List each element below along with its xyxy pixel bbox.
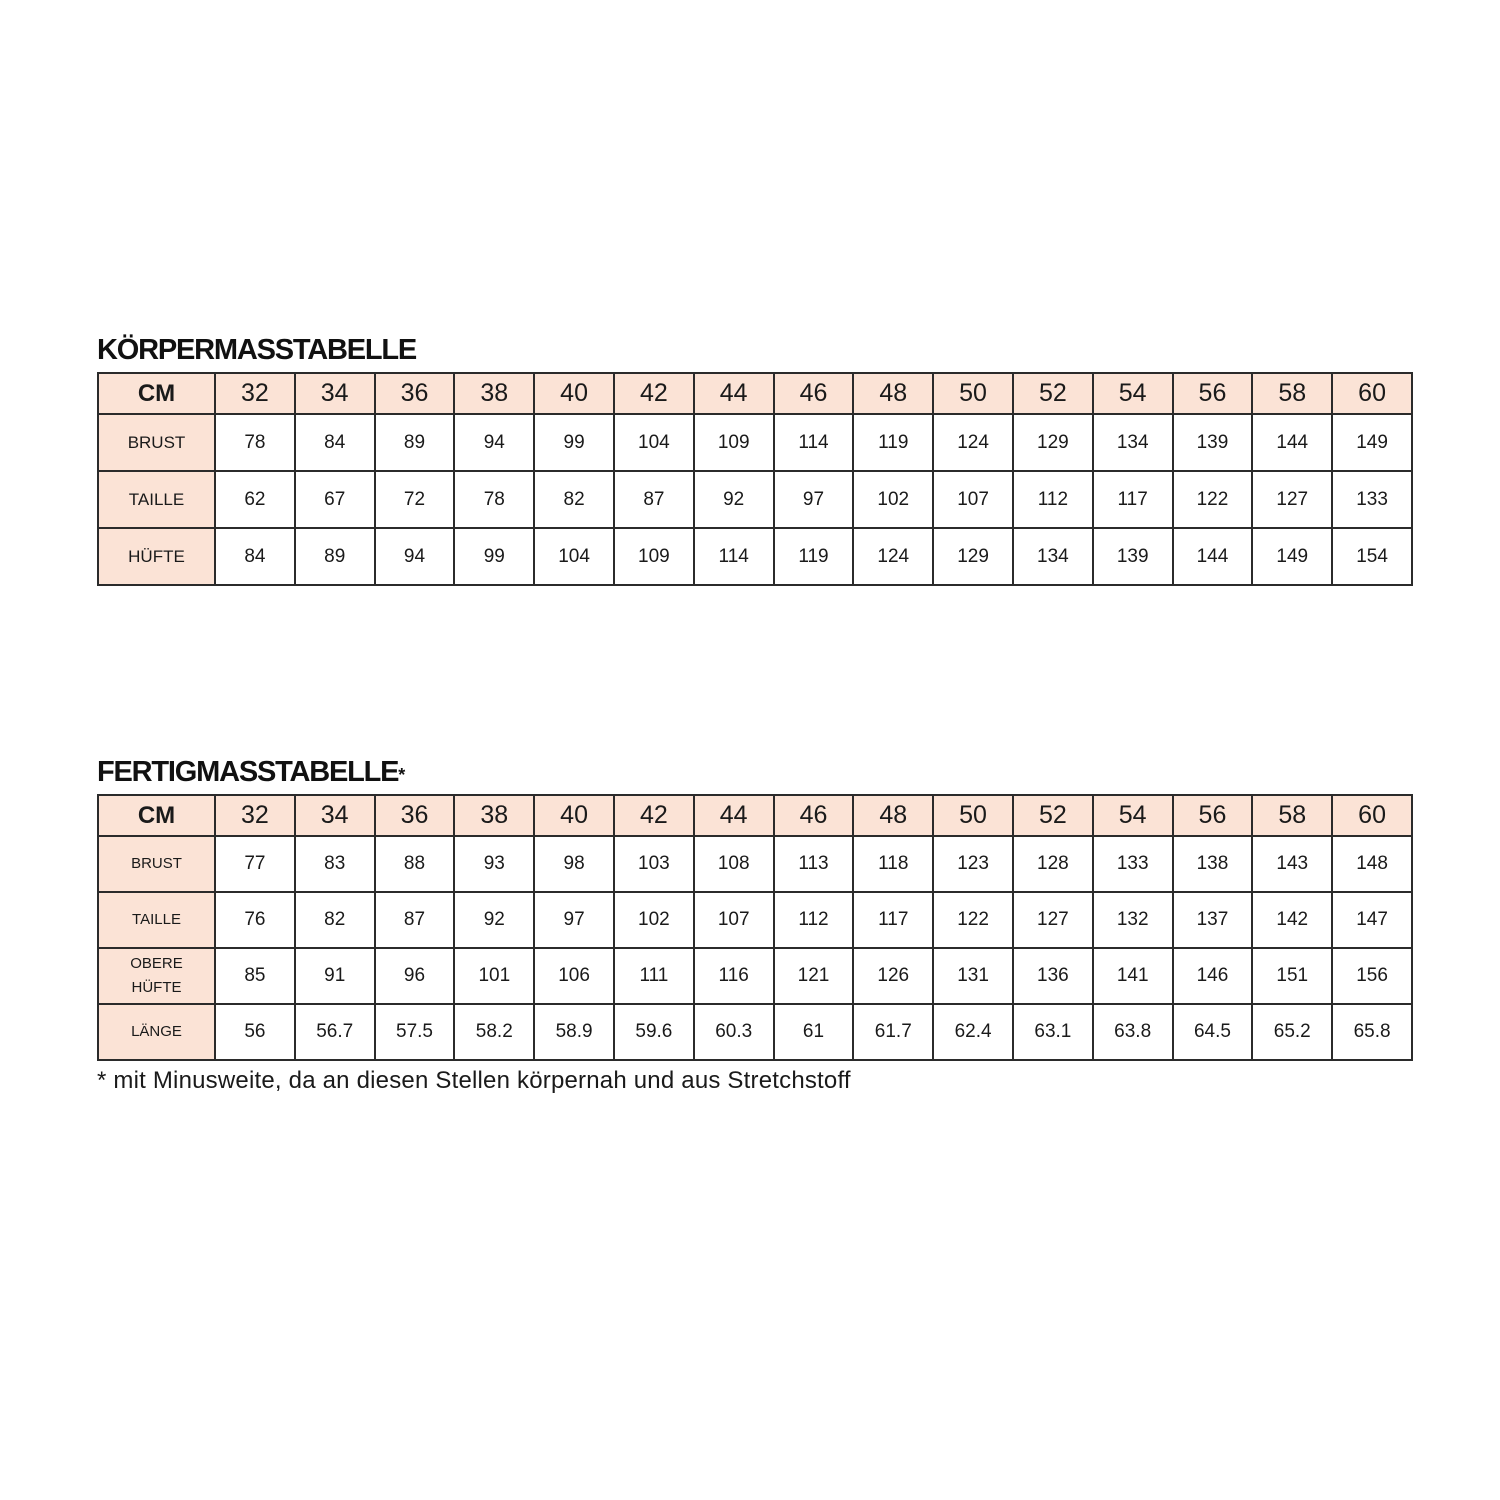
size-header-cell: 54	[1093, 373, 1173, 414]
table-cell: 141	[1093, 948, 1173, 1004]
table-cell: 99	[454, 528, 534, 585]
table-cell: 111	[614, 948, 694, 1004]
table-cell: 154	[1332, 528, 1412, 585]
table-cell: 103	[614, 836, 694, 892]
size-header-cell: 42	[614, 795, 694, 836]
table-cell: 61.7	[853, 1004, 933, 1060]
table-cell: 133	[1332, 471, 1412, 528]
table-cell: 72	[375, 471, 455, 528]
table-cell: 114	[694, 528, 774, 585]
table-row	[98, 948, 1412, 1004]
size-header-cell: 40	[534, 795, 614, 836]
size-header-cell: 60	[1332, 373, 1412, 414]
table-cell: 87	[375, 892, 455, 948]
size-header-cell: 54	[1093, 795, 1173, 836]
table-cell: 117	[1093, 471, 1173, 528]
table-cell: 156	[1332, 948, 1412, 1004]
table-cell: 137	[1173, 892, 1253, 948]
table-cell: 97	[534, 892, 614, 948]
table-cell: 148	[1332, 836, 1412, 892]
table-cell: 62	[215, 471, 295, 528]
table-cell: 63.8	[1093, 1004, 1173, 1060]
table-cell: 65.2	[1252, 1004, 1332, 1060]
table-cell: 96	[375, 948, 455, 1004]
table-row	[98, 836, 1412, 892]
table-cell: 106	[534, 948, 614, 1004]
size-header-cell: 38	[454, 795, 534, 836]
table-cell: 93	[454, 836, 534, 892]
unit-header-cell: CM	[98, 373, 215, 414]
table-cell: 61	[774, 1004, 854, 1060]
table-cell: 139	[1173, 414, 1253, 471]
size-header-cell: 48	[853, 795, 933, 836]
row-label-cell: LÄNGE	[98, 1004, 215, 1060]
table-cell: 134	[1013, 528, 1093, 585]
table-cell: 126	[853, 948, 933, 1004]
table-cell: 127	[1013, 892, 1093, 948]
table-cell: 129	[1013, 414, 1093, 471]
row-label-cell: BRUST	[98, 414, 215, 471]
table-cell: 58.2	[454, 1004, 534, 1060]
row-label-cell: HÜFTE	[98, 528, 215, 585]
size-header-cell: 34	[295, 795, 375, 836]
fertig-footnote: * mit Minusweite, da an diesen Stellen körpernah und aus Stretchstoff	[97, 1067, 851, 1094]
table-cell: 84	[215, 528, 295, 585]
table-cell: 97	[774, 471, 854, 528]
row-label-cell: TAILLE	[98, 892, 215, 948]
table-cell: 144	[1173, 528, 1253, 585]
table-cell: 56.7	[295, 1004, 375, 1060]
size-header-cell: 32	[215, 373, 295, 414]
table-cell: 109	[694, 414, 774, 471]
table-cell: 98	[534, 836, 614, 892]
table-cell: 77	[215, 836, 295, 892]
table-row	[98, 414, 1412, 471]
size-header-cell: 34	[295, 373, 375, 414]
table-cell: 82	[534, 471, 614, 528]
fertig-title-text: FERTIGMASSTABELLE	[97, 756, 399, 788]
size-header-cell: 36	[375, 795, 455, 836]
table-cell: 139	[1093, 528, 1173, 585]
size-header-cell: 40	[534, 373, 614, 414]
size-header-cell: 36	[375, 373, 455, 414]
table-cell: 147	[1332, 892, 1412, 948]
table-cell: 122	[1173, 471, 1253, 528]
size-header-cell: 58	[1252, 373, 1332, 414]
row-label-cell: BRUST	[98, 836, 215, 892]
table-cell: 56	[215, 1004, 295, 1060]
fertig-size-table	[97, 794, 1413, 1061]
table-cell: 99	[534, 414, 614, 471]
table-cell: 124	[853, 528, 933, 585]
size-header-cell: 52	[1013, 795, 1093, 836]
row-label-cell: TAILLE	[98, 471, 215, 528]
table-cell: 119	[853, 414, 933, 471]
table-cell: 118	[853, 836, 933, 892]
table-cell: 88	[375, 836, 455, 892]
size-header-cell: 38	[454, 373, 534, 414]
koerper-section	[97, 330, 1413, 586]
table-cell: 76	[215, 892, 295, 948]
table-cell: 121	[774, 948, 854, 1004]
table-cell: 134	[1093, 414, 1173, 471]
table-cell: 107	[933, 471, 1013, 528]
size-header-cell: 46	[774, 373, 854, 414]
table-cell: 138	[1173, 836, 1253, 892]
size-header-cell: 44	[694, 795, 774, 836]
table-cell: 114	[774, 414, 854, 471]
size-header-cell: 42	[614, 373, 694, 414]
size-header-cell: 48	[853, 373, 933, 414]
size-header-cell: 52	[1013, 373, 1093, 414]
size-header-cell: 50	[933, 795, 1013, 836]
table-cell: 109	[614, 528, 694, 585]
size-header-row	[98, 795, 1412, 836]
table-cell: 94	[375, 528, 455, 585]
table-cell: 83	[295, 836, 375, 892]
fertig-section	[97, 752, 1413, 1095]
size-header-cell: 46	[774, 795, 854, 836]
koerper-table-title	[97, 330, 1413, 370]
table-cell: 108	[694, 836, 774, 892]
table-cell: 89	[295, 528, 375, 585]
table-cell: 91	[295, 948, 375, 1004]
table-cell: 104	[614, 414, 694, 471]
table-cell: 82	[295, 892, 375, 948]
table-cell: 92	[454, 892, 534, 948]
table-cell: 151	[1252, 948, 1332, 1004]
table-row	[98, 1004, 1412, 1060]
fertig-table-title	[97, 752, 1413, 792]
table-cell: 149	[1252, 528, 1332, 585]
table-cell: 112	[1013, 471, 1093, 528]
table-cell: 78	[454, 471, 534, 528]
table-cell: 119	[774, 528, 854, 585]
table-cell: 131	[933, 948, 1013, 1004]
size-header-cell: 56	[1173, 373, 1253, 414]
table-row	[98, 471, 1412, 528]
table-cell: 94	[454, 414, 534, 471]
table-cell: 102	[853, 471, 933, 528]
table-cell: 129	[933, 528, 1013, 585]
table-cell: 102	[614, 892, 694, 948]
size-header-cell: 60	[1332, 795, 1412, 836]
table-cell: 124	[933, 414, 1013, 471]
row-label-line: OBERE	[130, 955, 183, 972]
size-header-cell: 32	[215, 795, 295, 836]
table-row	[98, 528, 1412, 585]
table-cell: 64.5	[1173, 1004, 1253, 1060]
table-cell: 136	[1013, 948, 1093, 1004]
table-cell: 142	[1252, 892, 1332, 948]
table-cell: 143	[1252, 836, 1332, 892]
table-cell: 116	[694, 948, 774, 1004]
table-cell: 58.9	[534, 1004, 614, 1060]
table-cell: 117	[853, 892, 933, 948]
table-cell: 127	[1252, 471, 1332, 528]
size-header-cell: 44	[694, 373, 774, 414]
table-cell: 92	[694, 471, 774, 528]
fertig-title-asterisk: *	[398, 765, 406, 785]
size-header-cell: 56	[1173, 795, 1253, 836]
unit-header-cell: CM	[98, 795, 215, 836]
table-cell: 78	[215, 414, 295, 471]
table-cell: 87	[614, 471, 694, 528]
size-header-cell: 58	[1252, 795, 1332, 836]
table-cell: 67	[295, 471, 375, 528]
table-cell: 133	[1093, 836, 1173, 892]
table-cell: 107	[694, 892, 774, 948]
table-cell: 62.4	[933, 1004, 1013, 1060]
koerper-title-text: KÖRPERMASSTABELLE	[97, 334, 417, 366]
table-cell: 85	[215, 948, 295, 1004]
table-cell: 60.3	[694, 1004, 774, 1060]
table-cell: 122	[933, 892, 1013, 948]
table-cell: 144	[1252, 414, 1332, 471]
table-cell: 146	[1173, 948, 1253, 1004]
table-cell: 132	[1093, 892, 1173, 948]
table-cell: 123	[933, 836, 1013, 892]
size-header-row	[98, 373, 1412, 414]
table-cell: 89	[375, 414, 455, 471]
row-label-line: HÜFTE	[131, 979, 182, 996]
table-cell: 84	[295, 414, 375, 471]
table-row	[98, 892, 1412, 948]
koerper-size-table	[97, 372, 1413, 586]
table-cell: 128	[1013, 836, 1093, 892]
table-cell: 63.1	[1013, 1004, 1093, 1060]
row-label-cell	[98, 948, 215, 1004]
table-cell: 149	[1332, 414, 1412, 471]
table-cell: 112	[774, 892, 854, 948]
table-cell: 101	[454, 948, 534, 1004]
table-cell: 59.6	[614, 1004, 694, 1060]
size-header-cell: 50	[933, 373, 1013, 414]
table-cell: 113	[774, 836, 854, 892]
table-cell: 65.8	[1332, 1004, 1412, 1060]
table-cell: 104	[534, 528, 614, 585]
table-cell: 57.5	[375, 1004, 455, 1060]
